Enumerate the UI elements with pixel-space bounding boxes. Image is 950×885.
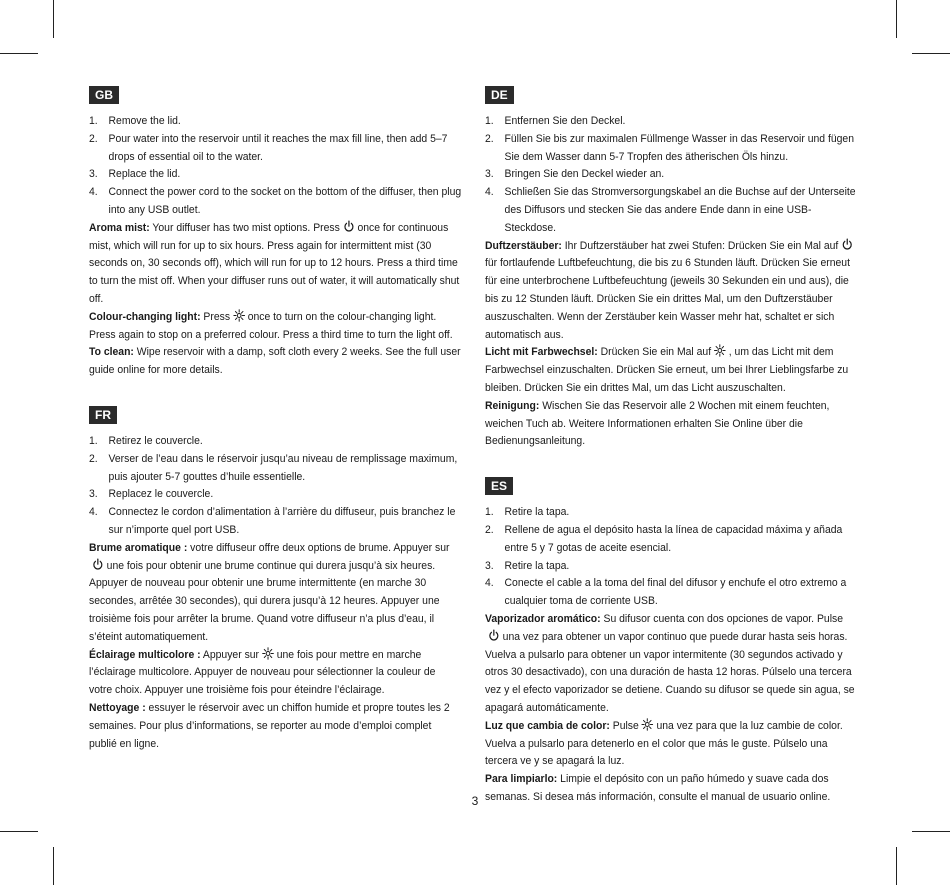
light-paragraph	[89, 647, 461, 700]
step-number: 1.	[89, 115, 98, 127]
aroma-label: Duftzerstäuber:	[485, 239, 562, 252]
section-gb	[89, 86, 463, 380]
aroma-paragraph	[89, 540, 461, 647]
list-item	[485, 558, 858, 576]
section-fr	[89, 406, 463, 753]
language-badge: ES	[485, 477, 513, 495]
list-item	[485, 166, 858, 184]
aroma-text: für fortlaufende Luftbefeuchtung, die bis zu 6 Stunden läuft. Drücken Sie erneut für eine unterbrochene Luftbefeuchtung (jeweils 30 Sekunden ein und aus), die bis zu 12 Stunden läuft. Drücken Sie ein drittes Mal, um den Duftzerstäuber auszuschalten. Wenn der Zerstäuber kein Wasser mehr hat, schaltet er sich automatisch aus.	[485, 257, 850, 341]
steps-list	[485, 113, 858, 238]
step-number: 2.	[89, 452, 98, 465]
list-item	[89, 451, 461, 487]
step-number: 3.	[485, 168, 494, 181]
step-number: 3.	[89, 168, 98, 181]
crop-mark	[896, 0, 897, 38]
step-number: 3.	[89, 488, 98, 501]
step-text: Bringen Sie den Deckel wieder an.	[504, 168, 665, 181]
light-paragraph	[89, 309, 461, 345]
light-text: once to turn on the colour-changing light. Press again to stop on a preferred colour. Press a third time to turn the light off.	[89, 310, 453, 341]
light-burst-icon	[262, 647, 274, 660]
clean-label: Reinigung:	[485, 399, 540, 412]
section-text	[89, 433, 461, 753]
clean-text: Wipe reservoir with a damp, soft cloth every 2 weeks. See the full user guide online for more details.	[89, 346, 461, 377]
step-text: Conecte el cable a la toma del final del difusor y enchufe el otro extremo a cualquier toma de corriente USB.	[504, 577, 847, 608]
clean-label: Nettoyage :	[89, 701, 146, 714]
step-number: 4.	[485, 186, 494, 199]
clean-text: Wischen Sie das Reservoir alle 2 Wochen mit einem feuchten, weichen Tuch ab. Weitere Informationen erhalten Sie Online über die Bedienungsanleitung.	[485, 399, 830, 448]
crop-mark	[0, 53, 38, 54]
light-label: Licht mit Farbwechsel:	[485, 346, 598, 359]
step-text: Retire la tapa.	[504, 559, 570, 572]
list-item	[89, 113, 461, 131]
step-number: 3.	[485, 559, 494, 572]
section-text	[485, 113, 858, 451]
aroma-text: une fois pour obtenir une brume continue qui durera jusqu’à six heures. Appuyer de nouveau pour obtenir une brume intermittente (en marche 30 secondes, arrêtée 30 secondes), qui durera jusqu’à 12 heures. Appuyer une troisième fois pour arrêter la brume. Quand votre diffuseur n’a plus d’eau, il s’éteint automatiquement.	[89, 559, 440, 643]
clean-paragraph	[89, 700, 461, 753]
page-number: 3	[471, 794, 479, 808]
clean-label: Para limpiarlo:	[485, 773, 558, 786]
step-text: Connect the power cord to the socket on the bottom of the diffuser, then plug into any USB outlet.	[108, 186, 462, 216]
clean-label: To clean:	[89, 346, 134, 359]
step-number: 2.	[485, 523, 494, 536]
right-column	[485, 86, 860, 833]
light-label: Éclairage multicolore :	[89, 648, 201, 661]
step-text: Verser de l’eau dans le réservoir jusqu’au niveau de remplissage maximum, puis ajouter 5-7 gouttes d’huile essentielle.	[108, 452, 458, 483]
step-text: Entfernen Sie den Deckel.	[504, 115, 626, 127]
light-paragraph	[485, 718, 858, 771]
step-number: 2.	[89, 132, 98, 145]
list-item	[89, 131, 461, 167]
left-column	[89, 86, 463, 779]
step-text: Füllen Sie bis zur maximalen Füllmenge Wasser in das Reservoir und fügen Sie dem Wasser dann 5-7 Tropfen des ätherischen Öls hinzu.	[504, 132, 855, 163]
light-text: Appuyer sur	[202, 648, 260, 661]
aroma-label: Brume aromatique :	[89, 541, 188, 554]
aroma-text: Your diffuser has two mist options. Press	[152, 221, 340, 234]
steps-list	[89, 113, 461, 220]
step-number: 1.	[485, 506, 494, 519]
power-icon	[841, 238, 853, 251]
section-text	[89, 113, 461, 380]
step-text: Replace the lid.	[108, 168, 181, 181]
step-number: 1.	[485, 115, 494, 127]
list-item	[485, 113, 858, 131]
aroma-text: Ihr Duftzerstäuber hat zwei Stufen: Drücken Sie ein Mal auf	[564, 239, 839, 252]
light-burst-icon	[642, 718, 654, 731]
aroma-text: once for continuous mist, which will run for up to six hours. Press again for intermittent mist (30 seconds on, 30 seconds off), which will run for up to 12 hours. Press a third time to turn the mist off. When your diffuser runs out of water, it will automatically shut off.	[89, 221, 460, 305]
light-burst-icon	[233, 309, 245, 322]
step-text: Retire la tapa.	[504, 506, 570, 519]
list-item	[485, 575, 858, 611]
light-label: Luz que cambia de color:	[485, 719, 610, 732]
aroma-paragraph	[89, 220, 461, 309]
power-icon	[488, 629, 500, 642]
step-number: 4.	[485, 577, 494, 590]
aroma-paragraph	[485, 611, 858, 718]
clean-text: Limpie el depósito con un paño húmedo y suave cada dos semanas. Si desea más información, consulte el manual de usuario online.	[485, 773, 831, 803]
crop-mark	[896, 847, 897, 885]
light-label: Colour-changing light:	[89, 310, 201, 323]
section-es	[485, 477, 860, 807]
crop-mark	[0, 831, 38, 832]
language-badge: GB	[89, 86, 119, 104]
section-de	[485, 86, 860, 451]
light-burst-icon	[714, 344, 726, 357]
step-number: 1.	[89, 434, 98, 447]
aroma-paragraph	[485, 238, 858, 345]
aroma-text: una vez para obtener un vapor continuo que puede durar hasta seis horas. Vuelva a pulsarlo para obtener un vapor intermitente (30 segundos activado y otros 30 desactivado), con una duración de hasta 12 horas. Púlselo una tercera vez y el efecto vaporizador se detiene. Cuando su difusor se quede sin agua, se apagará automáticamente.	[485, 630, 855, 714]
language-badge: DE	[485, 86, 514, 104]
aroma-label: Vaporizador aromático:	[485, 612, 601, 625]
aroma-text: votre diffuseur offre deux options de brume. Appuyer sur	[190, 541, 450, 554]
clean-paragraph	[485, 398, 858, 451]
step-text: Schließen Sie das Stromversorgungskabel an die Buchse auf der Unterseite des Diffusors und stecken Sie das andere Ende dann in eine USB-Steckdose.	[504, 186, 856, 234]
list-item	[89, 486, 461, 504]
step-text: Remove the lid.	[108, 115, 181, 127]
list-item	[485, 522, 858, 558]
list-item	[89, 504, 461, 540]
light-text: Press	[203, 310, 231, 323]
steps-list	[485, 504, 858, 611]
light-text: Drücken Sie ein Mal auf	[600, 346, 712, 359]
step-text: Rellene de agua el depósito hasta la línea de capacidad máxima y añada entre 5 y 7 gotas de aceite esencial.	[504, 523, 843, 554]
step-number: 4.	[89, 506, 98, 519]
section-text	[485, 504, 858, 807]
step-text: Pour water into the reservoir until it reaches the max fill line, then add 5–7 drops of essential oil to the water.	[108, 132, 448, 163]
clean-paragraph	[89, 344, 461, 380]
light-text: Pulse	[612, 719, 639, 732]
step-text: Retirez le couvercle.	[108, 434, 203, 447]
light-paragraph	[485, 344, 858, 397]
list-item	[485, 184, 858, 237]
light-text: una vez para que la luz cambie de color. Vuelva a pulsarlo para detenerlo en el color que más le guste. Púlselo una tercera ve y se apagará la luz.	[485, 719, 843, 768]
aroma-label: Aroma mist:	[89, 221, 150, 234]
step-number: 2.	[485, 132, 494, 145]
steps-list	[89, 433, 461, 540]
crop-mark	[53, 0, 54, 38]
list-item	[485, 504, 858, 522]
language-badge: FR	[89, 406, 117, 424]
crop-mark	[912, 53, 950, 54]
list-item	[485, 131, 858, 167]
power-icon	[343, 220, 355, 233]
aroma-text: Su difusor cuenta con dos opciones de vapor. Pulse	[603, 612, 843, 625]
list-item	[89, 433, 461, 451]
light-text: une fois pour mettre en marche l’éclairage multicolore. Appuyer de nouveau pour sélectionner la couleur de votre choix. Appuyer une troisième fois pour éteindre l’éclairage.	[89, 648, 436, 697]
power-icon	[92, 558, 104, 571]
crop-mark	[53, 847, 54, 885]
step-text: Connectez le cordon d’alimentation à l’arrière du diffuseur, puis branchez le sur n’importe quel port USB.	[108, 506, 456, 536]
list-item	[89, 184, 461, 220]
list-item	[89, 166, 461, 184]
step-number: 4.	[89, 186, 98, 199]
crop-mark	[912, 831, 950, 832]
step-text: Replacez le couvercle.	[108, 488, 214, 501]
clean-text: essuyer le réservoir avec un chiffon humide et propre toutes les 2 semaines. Pour plus d’informations, se reporter au mode d’emploi complet publié en ligne.	[89, 701, 450, 750]
light-text: , um das Licht mit dem Farbwechsel einzuschalten. Drücken Sie erneut, um bei Ihrer Lieblingsfarbe zu bleiben. Drücken Sie ein drittes Mal, um das Licht auszuschalten.	[485, 346, 849, 394]
